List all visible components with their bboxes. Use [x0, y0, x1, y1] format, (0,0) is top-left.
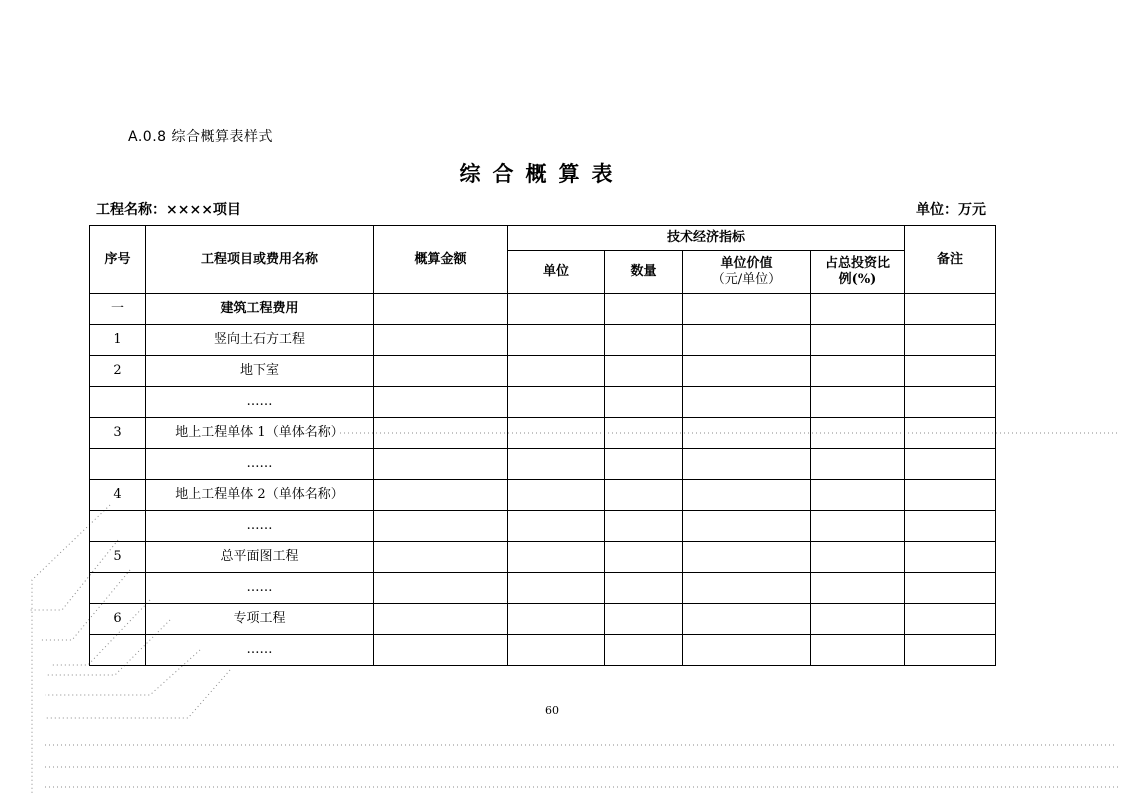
row-unit-value-cell	[683, 325, 811, 356]
row-remark-cell	[905, 356, 996, 387]
table-row	[90, 480, 996, 511]
header-amount: 概算金额	[374, 226, 508, 294]
row-quantity-cell	[605, 573, 683, 604]
header-quantity: 数量	[605, 251, 683, 294]
row-seq	[90, 387, 146, 418]
row-remark-cell	[905, 480, 996, 511]
table-row	[90, 511, 996, 542]
header-unit-value-line1: 单位价值	[720, 256, 773, 271]
row-remark-cell	[905, 418, 996, 449]
row-quantity-cell	[605, 542, 683, 573]
row-unit-cell	[508, 325, 605, 356]
row-remark-cell	[905, 449, 996, 480]
table-row	[90, 573, 996, 604]
table-row	[90, 294, 996, 325]
page-title: 综合概算表	[459, 161, 625, 186]
header-investment-ratio	[811, 251, 905, 294]
row-unit-value-cell	[683, 387, 811, 418]
row-amount-cell	[374, 356, 508, 387]
row-item-name: ……	[146, 387, 374, 418]
row-amount-cell	[374, 635, 508, 666]
header-tech-indicators: 技术经济指标	[508, 226, 905, 251]
row-remark-cell	[905, 604, 996, 635]
row-ratio-cell	[811, 635, 905, 666]
table-row	[90, 418, 996, 449]
table-row	[90, 325, 996, 356]
row-quantity-cell	[605, 635, 683, 666]
row-ratio-cell	[811, 542, 905, 573]
unit-label: 单位：万元	[916, 202, 986, 218]
row-seq: 2	[90, 356, 146, 387]
row-unit-cell	[508, 604, 605, 635]
header-ratio-line1: 占总投资比	[825, 256, 891, 271]
project-name: 工程名称：××××项目	[96, 202, 241, 218]
row-item-name: 竖向土石方工程	[146, 325, 374, 356]
row-item-name: ……	[146, 573, 374, 604]
row-unit-value-cell	[683, 573, 811, 604]
row-seq: 1	[90, 325, 146, 356]
row-unit-value-cell	[683, 511, 811, 542]
row-seq	[90, 573, 146, 604]
row-unit-value-cell	[683, 542, 811, 573]
row-ratio-cell	[811, 449, 905, 480]
row-item-name: ……	[146, 511, 374, 542]
row-unit-cell	[508, 387, 605, 418]
row-seq	[90, 511, 146, 542]
row-ratio-cell	[811, 418, 905, 449]
budget-table	[89, 225, 996, 666]
row-amount-cell	[374, 511, 508, 542]
row-ratio-cell	[811, 325, 905, 356]
section-caption: A.0.8 综合概算表样式	[128, 129, 273, 145]
header-unit: 单位	[508, 251, 605, 294]
table-row	[90, 449, 996, 480]
row-amount-cell	[374, 387, 508, 418]
row-unit-cell	[508, 294, 605, 325]
header-seq: 序号	[90, 226, 146, 294]
row-ratio-cell	[811, 356, 905, 387]
header-ratio-line2: 例(%)	[838, 272, 877, 287]
row-quantity-cell	[605, 604, 683, 635]
row-seq: 3	[90, 418, 146, 449]
row-amount-cell	[374, 449, 508, 480]
row-ratio-cell	[811, 387, 905, 418]
header-remark: 备注	[905, 226, 996, 294]
row-item-name: 地上工程单体 1（单体名称）	[146, 418, 374, 449]
row-quantity-cell	[605, 325, 683, 356]
table-row	[90, 356, 996, 387]
row-amount-cell	[374, 418, 508, 449]
row-unit-cell	[508, 573, 605, 604]
row-amount-cell	[374, 573, 508, 604]
row-remark-cell	[905, 542, 996, 573]
header-unit-value-line2: （元/单位）	[711, 272, 782, 287]
table-row	[90, 635, 996, 666]
row-unit-cell	[508, 635, 605, 666]
row-seq	[90, 449, 146, 480]
row-unit-value-cell	[683, 356, 811, 387]
page-number: 60	[545, 704, 559, 717]
table-row	[90, 387, 996, 418]
row-ratio-cell	[811, 511, 905, 542]
row-item-name: 总平面图工程	[146, 542, 374, 573]
row-unit-cell	[508, 480, 605, 511]
row-seq: 一	[90, 294, 146, 325]
row-seq: 5	[90, 542, 146, 573]
row-remark-cell	[905, 294, 996, 325]
row-item-name: ……	[146, 635, 374, 666]
row-unit-cell	[508, 356, 605, 387]
row-amount-cell	[374, 325, 508, 356]
row-amount-cell	[374, 542, 508, 573]
row-seq: 4	[90, 480, 146, 511]
row-remark-cell	[905, 573, 996, 604]
row-unit-value-cell	[683, 635, 811, 666]
row-unit-cell	[508, 418, 605, 449]
row-remark-cell	[905, 635, 996, 666]
row-amount-cell	[374, 480, 508, 511]
header-unit-value	[683, 251, 811, 294]
row-ratio-cell	[811, 480, 905, 511]
header-item-name: 工程项目或费用名称	[146, 226, 374, 294]
row-unit-value-cell	[683, 449, 811, 480]
table-row	[90, 604, 996, 635]
row-quantity-cell	[605, 449, 683, 480]
row-quantity-cell	[605, 480, 683, 511]
row-amount-cell	[374, 604, 508, 635]
row-unit-value-cell	[683, 480, 811, 511]
row-ratio-cell	[811, 604, 905, 635]
table-row	[90, 542, 996, 573]
row-seq: 6	[90, 604, 146, 635]
row-unit-cell	[508, 449, 605, 480]
row-quantity-cell	[605, 418, 683, 449]
row-item-name: 专项工程	[146, 604, 374, 635]
row-item-name: 地上工程单体 2（单体名称）	[146, 480, 374, 511]
row-remark-cell	[905, 511, 996, 542]
row-seq	[90, 635, 146, 666]
row-quantity-cell	[605, 294, 683, 325]
row-remark-cell	[905, 325, 996, 356]
row-unit-value-cell	[683, 294, 811, 325]
row-item-name: 建筑工程费用	[146, 294, 374, 325]
row-unit-value-cell	[683, 604, 811, 635]
row-amount-cell	[374, 294, 508, 325]
row-remark-cell	[905, 387, 996, 418]
row-unit-cell	[508, 511, 605, 542]
row-quantity-cell	[605, 356, 683, 387]
row-quantity-cell	[605, 387, 683, 418]
row-quantity-cell	[605, 511, 683, 542]
row-ratio-cell	[811, 294, 905, 325]
row-item-name: 地下室	[146, 356, 374, 387]
row-item-name: ……	[146, 449, 374, 480]
row-unit-cell	[508, 542, 605, 573]
row-unit-value-cell	[683, 418, 811, 449]
row-ratio-cell	[811, 573, 905, 604]
